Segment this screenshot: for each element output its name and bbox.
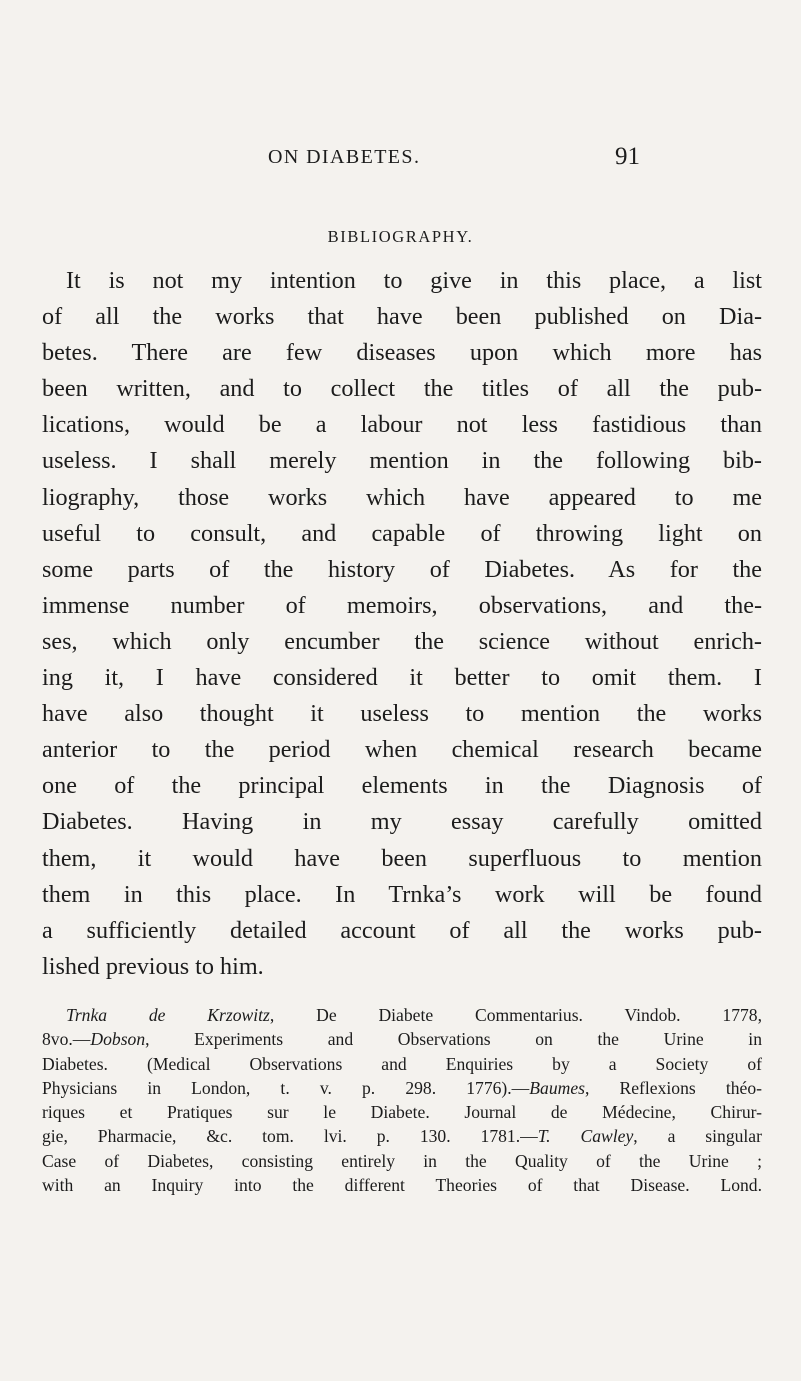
body-line: It is not my intention to give in this place, a list bbox=[66, 267, 762, 294]
reference-line bbox=[42, 1100, 762, 1124]
body-line: have also thought it useless to mention the works bbox=[42, 700, 762, 728]
reference-text: , Reflexions théo- bbox=[584, 1077, 762, 1098]
body-line: a sufficiently detailed account of all the works pub- bbox=[42, 916, 762, 944]
reference-text: , De Diabete Commentarius. Vindob. 1778, bbox=[269, 1005, 762, 1025]
body-line: some parts of the history of Diabetes. As for the bbox=[42, 555, 762, 583]
reference-author: Dobson bbox=[90, 1029, 146, 1050]
body-line: one of the principal elements in the Diagnosis of bbox=[42, 772, 762, 800]
reference-line bbox=[42, 1052, 762, 1076]
references-list bbox=[42, 1003, 762, 1197]
body-line: betes. There are few diseases upon which more has bbox=[42, 339, 762, 367]
body-line: them, it would have been superfluous to mention bbox=[42, 844, 762, 872]
reference-author: Baumes bbox=[529, 1077, 585, 1098]
running-head bbox=[268, 143, 668, 176]
reference-line bbox=[42, 1003, 762, 1027]
body-line: useless. I shall merely mention in the following bib- bbox=[42, 447, 762, 475]
reference-text: Case of Diabetes, consisting entirely in the Quality of the Urine ; bbox=[42, 1150, 762, 1171]
body-line: been written, and to collect the titles of all the pub- bbox=[42, 375, 762, 403]
body-line: lished previous to him. bbox=[42, 952, 264, 980]
body-line: immense number of memoirs, observations, and the- bbox=[42, 591, 762, 619]
reference-text: Physicians in London, t. v. p. 298. 1776).— bbox=[42, 1077, 530, 1098]
reference-author: Trnka de Krzowitz bbox=[66, 1005, 270, 1025]
reference-author: T. Cawley bbox=[537, 1126, 634, 1147]
body-line: ing it, I have considered it better to omit them. I bbox=[42, 664, 762, 692]
body-line: them in this place. In Trnka’s work will be found bbox=[42, 880, 762, 908]
reference-line bbox=[42, 1124, 762, 1148]
body-line: useful to consult, and capable of throwing light on bbox=[42, 519, 762, 547]
reference-text: , a singular bbox=[633, 1126, 762, 1147]
reference-text: gie, Pharmacie, &c. tom. lvi. p. 130. 1781.— bbox=[42, 1126, 538, 1147]
body-line: of all the works that have been published on Dia- bbox=[42, 303, 762, 331]
body-paragraph bbox=[42, 263, 762, 985]
reference-text: with an Inquiry into the different Theories of that Disease. Lond. bbox=[42, 1175, 762, 1196]
reference-text: Diabetes. (Medical Observations and Enquiries by a Society of bbox=[42, 1053, 762, 1074]
reference-text: 8vo.— bbox=[42, 1029, 91, 1050]
reference-line bbox=[42, 1149, 762, 1173]
reference-text: , Experiments and Observations on the Urine in bbox=[145, 1029, 762, 1050]
page-number: 91 bbox=[615, 143, 640, 170]
body-line: lications, would be a labour not less fastidious than bbox=[42, 411, 762, 439]
reference-text: riques et Pratiques sur le Diabete. Journal de Médecine, Chirur- bbox=[42, 1102, 762, 1123]
section-heading: BIBLIOGRAPHY. bbox=[327, 227, 474, 246]
reference-line bbox=[42, 1173, 762, 1197]
body-line: liography, those works which have appeared to me bbox=[42, 483, 762, 511]
body-line: anterior to the period when chemical research became bbox=[42, 736, 762, 764]
body-line: ses, which only encumber the science without enrich- bbox=[42, 627, 762, 655]
body-line: Diabetes. Having in my essay carefully omitted bbox=[42, 808, 762, 836]
running-title: ON DIABETES. bbox=[268, 146, 421, 168]
reference-line bbox=[42, 1076, 762, 1100]
reference-line bbox=[42, 1027, 762, 1051]
